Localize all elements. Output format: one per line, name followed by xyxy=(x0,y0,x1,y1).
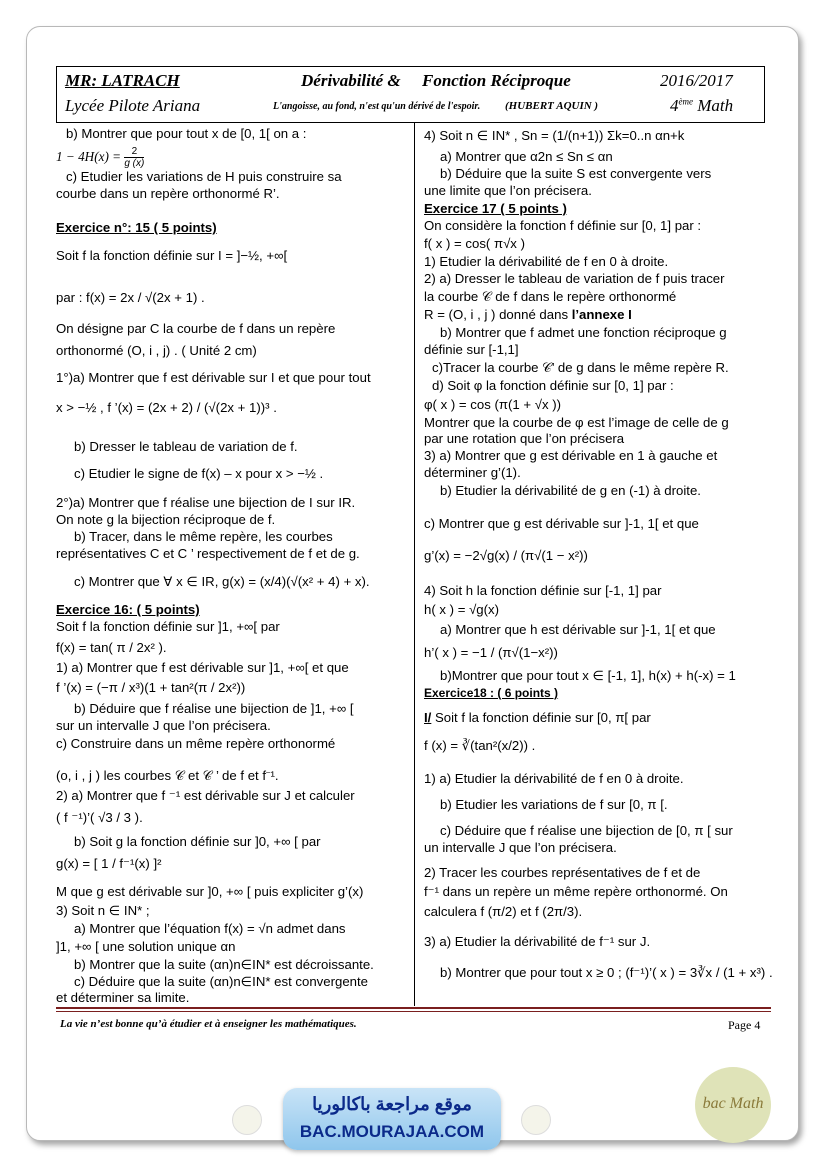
ex17-line-5: la courbe 𝒞 de f dans le repère orthonormé xyxy=(424,289,677,304)
ex15-line-8: c) Etudier le signe de f(x) – x pour x > −½ . xyxy=(74,466,324,481)
exercise-15-title: Exercice n°: 15 ( 5 points) xyxy=(56,220,217,235)
ex18-line-7: 2) Tracer les courbes représentatives de f et de xyxy=(424,865,701,880)
ex17-line-17: c) Montrer que g est dérivable sur ]-1, 1[ et que xyxy=(424,516,699,531)
ex17-line-23: b)Montrer que pour tout x ∈ [-1, 1], h(x) + h(-x) = 1 xyxy=(440,668,736,683)
ex15-line-10: On note g la bijection réciproque de f. xyxy=(56,512,276,527)
numerator: 2 xyxy=(124,146,144,158)
fraction xyxy=(124,146,144,169)
ex15-line-3: On désigne par C la courbe de f dans un repère xyxy=(56,321,336,336)
ex15-line-1: Soit f la fonction définie sur I = ]−½, +∞[ xyxy=(56,248,288,263)
ex16-line-9: 2) a) Montrer que f ⁻¹ est dérivable sur J et calculer xyxy=(56,788,355,803)
right-line-1: 4) Soit n ∈ IN* , Sn = (1/(n+1)) Σk=0..n αn+k xyxy=(424,128,685,143)
ex18-line-6: un intervalle J que l’on précisera. xyxy=(424,840,617,855)
bac-math-logo xyxy=(695,1067,771,1143)
ex16-line-5: b) Déduire que f réalise une bijection de ]1, +∞ [ xyxy=(74,701,354,716)
ex15-line-7: b) Dresser le tableau de variation de f. xyxy=(74,439,298,454)
ex15-line-2: par : f(x) = 2x / √(2x + 1) . xyxy=(56,290,205,305)
site-banner[interactable] xyxy=(283,1088,501,1150)
ex16-line-7: c) Construire dans un même repère orthonormé xyxy=(56,736,336,751)
ex15-line-5: 1°)a) Montrer que f est dérivable sur I et que pour tout xyxy=(56,370,371,385)
footer-motto: La vie n’est bonne qu’à étudier et à enseigner les mathématiques. xyxy=(60,1018,357,1030)
ex17-line-7: b) Montrer que f admet une fonction réciproque g xyxy=(440,325,727,340)
ex18-line-2: f (x) = ∛(tan²(x/2)) . xyxy=(424,738,536,753)
ex15-line-4: orthonormé (O, i , j) . ( Unité 2 cm) xyxy=(56,343,257,358)
footer-rule-bottom xyxy=(56,1011,771,1012)
ex16-line-11: b) Soit g la fonction définie sur ]0, +∞ [ par xyxy=(74,834,321,849)
ex16-line-19: et déterminer sa limite. xyxy=(56,990,190,1005)
quote-author: (HUBERT AQUIN ) xyxy=(505,100,599,112)
ex17-line-6-text: R = (O, i , j ) donné dans xyxy=(424,307,572,322)
ex18-line-1 xyxy=(424,710,651,726)
ex16-line-15: a) Montrer que l’équation f(x) = √n admet dans xyxy=(74,921,346,936)
bac-math-logo-text: bac Math xyxy=(702,1095,764,1112)
ex16-line-13: M que g est dérivable sur ]0, +∞ [ puis expliciter g’(x) xyxy=(56,884,364,899)
ex15-line-13: c) Montrer que ∀ x ∈ IR, g(x) = (x/4)(√(x² + 4) + x). xyxy=(74,574,370,589)
ex16-line-14: 3) Soit n ∈ IN* ; xyxy=(56,903,150,918)
ex17-line-8: définie sur [-1,1] xyxy=(424,342,519,357)
ex18-line-3: 1) a) Etudier la dérivabilité de f en 0 à droite. xyxy=(424,771,684,786)
denominator: g (x) xyxy=(124,158,145,169)
left-line-1: b) Montrer que pour tout x de [0, 1[ on a : xyxy=(66,126,307,141)
ex18-line-5: c) Déduire que f réalise une bijection de [0, π [ sur xyxy=(440,823,733,838)
ex18-line-1-text: Soit f la fonction définie sur [0, π[ par xyxy=(435,710,651,725)
ex18-line-8: f⁻¹ dans un repère un même repère orthonormé. On xyxy=(424,884,728,899)
ex16-line-18: c) Déduire que la suite (αn)n∈IN* est convergente xyxy=(74,974,368,989)
ex16-line-10: ( f ⁻¹)’( √3 / 3 ). xyxy=(56,810,143,825)
banner-arabic-title: موقع مراجعة باكالوريا xyxy=(312,1094,472,1114)
author: MR: LATRACH xyxy=(65,71,180,90)
ex18-line-4: b) Etudier les variations de f sur [0, π [. xyxy=(440,797,668,812)
right-logo-icon xyxy=(521,1105,551,1135)
left-formula-H xyxy=(56,146,144,169)
ex17-line-22: h’( x ) = −1 / (π√(1−x²)) xyxy=(424,645,558,660)
year: 2016/2017 xyxy=(660,71,733,90)
title-part2: Fonction Réciproque xyxy=(422,71,571,90)
ex17-line-3: 1) Etudier la dérivabilité de f en 0 à droite. xyxy=(424,254,669,269)
banner-url[interactable]: BAC.MOURAJAA.COM xyxy=(299,1122,485,1141)
part-one-label: I/ xyxy=(424,710,432,725)
right-line-4: une limite que l’on précisera. xyxy=(424,183,592,198)
ex17-line-11: φ( x ) = cos (π(1 + √x )) xyxy=(424,397,561,412)
ex16-line-8: (o, i , j ) les courbes 𝒞 et 𝒞 ’ de f et f⁻¹. xyxy=(56,768,279,783)
ex17-line-2: f( x ) = cos( π√x ) xyxy=(424,236,525,251)
column-separator xyxy=(414,122,415,1006)
footer-rule-top xyxy=(56,1007,771,1009)
ex17-line-10: d) Soit φ la fonction définie sur [0, 1] par : xyxy=(432,378,674,393)
ex17-line-9: c)Tracer la courbe 𝒞’ de g dans le même repère R. xyxy=(432,360,729,375)
ex17-line-19: 4) Soit h la fonction définie sur [-1, 1] par xyxy=(424,583,662,598)
left-logo-icon xyxy=(232,1105,262,1135)
ex16-line-4: f ’(x) = (−π / x³)(1 + tan²(π / 2x²)) xyxy=(56,680,246,695)
title-part1: Dérivabilité & xyxy=(301,71,401,90)
ex18-line-11: b) Montrer que pour tout x ≥ 0 ; (f⁻¹)’( x ) = 3∛x / (1 + x³) . xyxy=(440,965,773,980)
class-label xyxy=(670,96,733,116)
ex16-line-17: b) Montrer que la suite (αn)n∈IN* est décroissante. xyxy=(74,957,374,972)
ex17-line-1: On considère la fonction f définie sur [0, 1] par : xyxy=(424,218,702,233)
ex16-line-16: ]1, +∞ [ une solution unique αn xyxy=(56,939,236,954)
ex17-line-21: a) Montrer que h est dérivable sur ]-1, 1[ et que xyxy=(440,622,716,637)
left-line-3: c) Etudier les variations de H puis construire sa xyxy=(66,169,342,184)
ex15-line-11: b) Tracer, dans le même repère, les courbes xyxy=(74,529,333,544)
ex15-line-9: 2°)a) Montrer que f réalise une bijection de I sur IR. xyxy=(56,495,356,510)
exercise-18-title: Exercice18 : ( 6 points ) xyxy=(424,686,559,700)
right-line-3: b) Déduire que la suite S est convergente vers xyxy=(440,166,712,181)
formula-lhs: 1 − 4H(x) = xyxy=(56,148,125,164)
ex16-line-6: sur un intervalle J que l’on précisera. xyxy=(56,718,271,733)
ex17-line-15: déterminer g’(1). xyxy=(424,465,521,480)
right-line-2: a) Montrer que α2n ≤ Sn ≤ αn xyxy=(440,149,613,164)
header-box xyxy=(56,66,765,123)
ex17-line-13: par une rotation que l’on précisera xyxy=(424,431,625,446)
ex18-line-9: calculera f (π/2) et f (2π/3). xyxy=(424,904,583,919)
ex17-line-4: 2) a) Dresser le tableau de variation de f puis tracer xyxy=(424,271,725,286)
class-superscript: ème xyxy=(678,96,693,107)
class-number: 4 xyxy=(670,96,679,115)
page-number: Page 4 xyxy=(728,1018,761,1032)
ex16-line-12: g(x) = [ 1 / f⁻¹(x) ]² xyxy=(56,856,162,871)
ex16-line-1: Soit f la fonction définie sur ]1, +∞[ par xyxy=(56,619,280,634)
class-name: Math xyxy=(697,96,734,115)
school: Lycée Pilote Ariana xyxy=(65,96,201,115)
ex16-line-3: 1) a) Montrer que f est dérivable sur ]1, +∞[ et que xyxy=(56,660,349,675)
ex17-line-16: b) Etudier la dérivabilité de g en (-1) à droite. xyxy=(440,483,701,498)
exercise-17-title: Exercice 17 ( 5 points ) xyxy=(424,201,567,216)
ex17-line-18: g’(x) = −2√g(x) / (π√(1 − x²)) xyxy=(424,548,588,563)
exercise-16-title: Exercice 16: ( 5 points) xyxy=(56,602,200,617)
ex15-line-12: représentatives C et C ’ respectivement de f et de g. xyxy=(56,546,360,561)
ex16-line-2: f(x) = tan( π / 2x² ). xyxy=(56,640,167,655)
ex18-line-10: 3) a) Etudier la dérivabilité de f⁻¹ sur J. xyxy=(424,934,651,949)
ex17-line-20: h( x ) = √g(x) xyxy=(424,602,500,617)
quote: L'angoisse, au fond, n'est qu'un dérivé de l'espoir. xyxy=(273,101,481,112)
ex15-line-6: x > −½ , f ’(x) = (2x + 2) / (√(2x + 1))³ . xyxy=(56,400,277,415)
left-line-4: courbe dans un repère orthonormé R’. xyxy=(56,186,280,201)
ex17-line-12: Montrer que la courbe de φ est l’image de celle de g xyxy=(424,415,729,430)
ex17-line-6 xyxy=(424,307,632,323)
ex17-line-14: 3) a) Montrer que g est dérivable en 1 à gauche et xyxy=(424,448,718,463)
annexe-label: l’annexe I xyxy=(571,307,632,322)
